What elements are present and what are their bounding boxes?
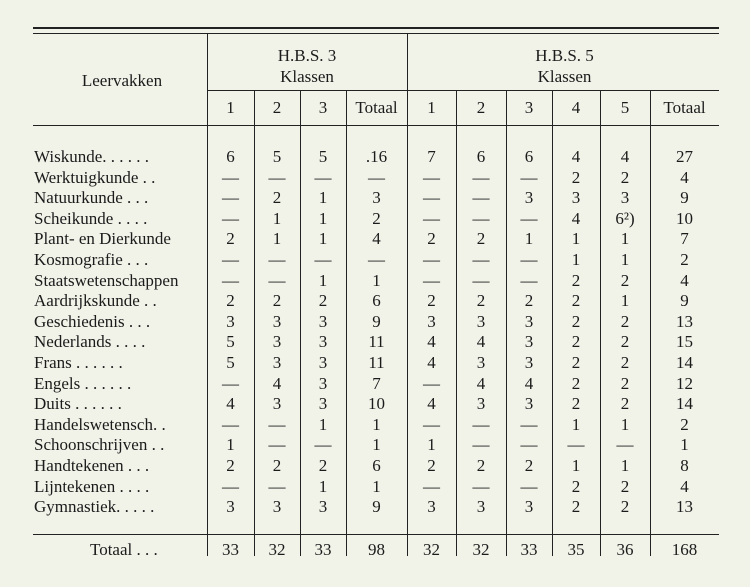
table-cell: 4 bbox=[680, 271, 689, 290]
table-cell: 6 bbox=[524, 147, 534, 166]
table-cell: — bbox=[222, 168, 239, 187]
table-cell: 1 bbox=[272, 209, 282, 228]
table-cell: 3 bbox=[272, 332, 282, 351]
table-cell: 1 bbox=[272, 229, 282, 248]
table-cell: 1 bbox=[372, 271, 381, 290]
table-cell: 2 bbox=[476, 229, 486, 248]
hbs3-header-subtitle: Klassen bbox=[280, 67, 334, 86]
table-cell: 1 bbox=[524, 229, 534, 248]
total-label: Totaal . . . bbox=[90, 540, 158, 559]
table-cell: — bbox=[472, 415, 490, 434]
table-cell: 27 bbox=[676, 147, 693, 166]
table-cell: — bbox=[314, 435, 332, 454]
table-cell: 1 bbox=[372, 435, 381, 454]
total-cell: 36 bbox=[616, 540, 634, 559]
table-cell: 1 bbox=[372, 477, 381, 496]
table-cell: — bbox=[268, 435, 286, 454]
table-cell: 3 bbox=[524, 353, 534, 372]
header-bottom-rule bbox=[33, 125, 719, 126]
table-cell: 3 bbox=[620, 188, 630, 207]
table-cell: 1 bbox=[571, 415, 581, 434]
table-cell: 4 bbox=[427, 332, 436, 351]
table-cell: 4 bbox=[372, 229, 381, 248]
row-subject: Handtekenen . . . bbox=[34, 456, 150, 475]
table-cell: — bbox=[472, 250, 490, 269]
row-subject: Werktuigkunde . . bbox=[34, 168, 156, 187]
table-cell: 2 bbox=[620, 312, 630, 331]
table-cell: 3 bbox=[476, 497, 486, 516]
group-header-underline bbox=[207, 90, 719, 91]
column-header: Totaal bbox=[663, 98, 706, 117]
hbs5-header-title: H.B.S. 5 bbox=[535, 46, 594, 65]
table-cell: 2 bbox=[272, 291, 282, 310]
table-cell: 2 bbox=[680, 250, 689, 269]
table-cell: 2 bbox=[620, 497, 630, 516]
table-cell: 9 bbox=[680, 188, 689, 207]
table-cell: 4 bbox=[427, 394, 436, 413]
table-cell: 2 bbox=[476, 291, 486, 310]
row-subject: Lijntekenen . . . . bbox=[34, 477, 150, 496]
table-cell: — bbox=[222, 188, 239, 207]
table-cell: 3 bbox=[226, 497, 235, 516]
table-cell: 1 bbox=[620, 291, 630, 310]
hbs5-header-subtitle: Klassen bbox=[537, 67, 592, 86]
table-cell: 2 bbox=[476, 456, 486, 475]
table-cell: — bbox=[268, 415, 286, 434]
table-cell: 1 bbox=[427, 435, 436, 454]
column-header: 2 bbox=[476, 98, 486, 117]
table-cell: 3 bbox=[524, 394, 534, 413]
table-cell: — bbox=[520, 209, 538, 228]
table-cell: — bbox=[222, 271, 239, 290]
row-subject: Aardrijkskunde . . bbox=[34, 291, 157, 310]
table-cell: — bbox=[423, 188, 440, 207]
total-rule bbox=[33, 534, 719, 535]
table-cell: 4 bbox=[476, 332, 486, 351]
table-cell: — bbox=[314, 250, 332, 269]
table-cell: — bbox=[472, 188, 490, 207]
table-cell: 1 bbox=[226, 435, 235, 454]
table-cell: 3 bbox=[318, 332, 328, 351]
table-cell: — bbox=[520, 415, 538, 434]
column-header: 3 bbox=[318, 98, 328, 117]
table-cell: 1 bbox=[571, 456, 581, 475]
table-cell: .16 bbox=[365, 147, 388, 166]
table-cell: 2 bbox=[318, 291, 328, 310]
table-cell: 1 bbox=[372, 415, 381, 434]
table-cell: 2 bbox=[226, 291, 235, 310]
row-subject: Wiskunde. . . . . . bbox=[34, 147, 149, 166]
total-cell: 32 bbox=[423, 540, 440, 559]
table-cell: — bbox=[520, 477, 538, 496]
table-cell: 1 bbox=[620, 250, 630, 269]
table-cell: 6 bbox=[226, 147, 235, 166]
table-cell: 2 bbox=[226, 229, 235, 248]
total-cell: 35 bbox=[567, 540, 585, 559]
table-cell: 5 bbox=[272, 147, 282, 166]
table-cell: 3 bbox=[571, 188, 581, 207]
table-cell: 3 bbox=[272, 312, 282, 331]
column-header: 5 bbox=[620, 98, 630, 117]
table-cell: 14 bbox=[676, 394, 693, 413]
row-subject: Schoonschrijven . . bbox=[34, 435, 165, 454]
table-cell: 2 bbox=[272, 188, 282, 207]
row-subject: Nederlands . . . . bbox=[34, 332, 146, 351]
table-cell: 2 bbox=[620, 374, 630, 393]
table-cell: — bbox=[368, 168, 385, 187]
table-cell: 5 bbox=[226, 332, 235, 351]
table-cell: — bbox=[314, 168, 332, 187]
column-header: 1 bbox=[226, 98, 235, 117]
table-cell: 2 bbox=[427, 456, 436, 475]
table-cell: — bbox=[472, 435, 490, 454]
table-cell: 4 bbox=[571, 147, 581, 166]
table-cell: 4 bbox=[680, 477, 689, 496]
table-cell: 10 bbox=[676, 209, 693, 228]
row-subject: Staatswetenschappen bbox=[34, 271, 179, 290]
column-header: Totaal bbox=[355, 98, 398, 117]
table-cell: — bbox=[616, 435, 634, 454]
table-cell: 9 bbox=[680, 291, 689, 310]
table-cell: — bbox=[520, 250, 538, 269]
top-rule bbox=[33, 27, 719, 29]
table-cell: 4 bbox=[680, 168, 689, 187]
table-cell: 2 bbox=[571, 312, 581, 331]
top-rule-thin bbox=[33, 33, 719, 34]
table-cell: 14 bbox=[676, 353, 693, 372]
table-cell: 11 bbox=[368, 332, 385, 351]
table-cell: 3 bbox=[427, 312, 436, 331]
table-cell: 9 bbox=[372, 497, 381, 516]
table-cell: 2 bbox=[571, 497, 581, 516]
table-cell: 2 bbox=[620, 353, 630, 372]
table-cell: 11 bbox=[368, 353, 385, 372]
table-cell: 1 bbox=[571, 250, 581, 269]
table-cell: 2 bbox=[372, 209, 381, 228]
table-cell: 5 bbox=[226, 353, 235, 372]
table-cell: 2 bbox=[571, 291, 581, 310]
table-cell: 2 bbox=[272, 456, 282, 475]
table-cell: — bbox=[222, 477, 239, 496]
table-cell: 6 bbox=[372, 291, 381, 310]
table-cell: 2 bbox=[571, 168, 581, 187]
table-cell: 1 bbox=[571, 229, 581, 248]
table-cell: 7 bbox=[680, 229, 689, 248]
table-cell: 2 bbox=[620, 168, 630, 187]
table-cell: 2 bbox=[620, 477, 630, 496]
table-cell: 4 bbox=[620, 147, 630, 166]
table-cell: 2 bbox=[427, 291, 436, 310]
table-cell: 1 bbox=[318, 209, 328, 228]
table-cell: 4 bbox=[226, 394, 235, 413]
table-cell: 3 bbox=[272, 394, 282, 413]
table-cell: 2 bbox=[524, 456, 534, 475]
table-cell: — bbox=[268, 271, 286, 290]
table-cell: 6 bbox=[372, 456, 381, 475]
table-cell: — bbox=[472, 271, 490, 290]
table-cell: 1 bbox=[318, 271, 328, 290]
table-cell: 3 bbox=[524, 497, 534, 516]
table-cell: — bbox=[268, 250, 286, 269]
table-cell: 1 bbox=[680, 435, 689, 454]
table-cell: 2 bbox=[571, 332, 581, 351]
table-cell: — bbox=[368, 250, 385, 269]
total-cell: 98 bbox=[368, 540, 385, 559]
row-subject: Plant- en Dierkunde bbox=[34, 229, 171, 248]
table-cell: — bbox=[472, 168, 490, 187]
table-cell: 4 bbox=[524, 374, 534, 393]
table-cell: 2 bbox=[571, 394, 581, 413]
row-subject: Handelswetensch. . bbox=[34, 415, 166, 434]
table-cell: — bbox=[423, 374, 440, 393]
table-cell: 1 bbox=[620, 415, 630, 434]
row-subject: Geschiedenis . . . bbox=[34, 312, 151, 331]
table-cell: — bbox=[423, 271, 440, 290]
table-cell: 2 bbox=[680, 415, 689, 434]
table-cell: — bbox=[520, 168, 538, 187]
table-cell: 3 bbox=[318, 394, 328, 413]
total-cell: 33 bbox=[314, 540, 332, 559]
row-subject: Gymnastiek. . . . . bbox=[34, 497, 155, 516]
table-cell: 3 bbox=[318, 497, 328, 516]
table-cell: 3 bbox=[372, 188, 381, 207]
table-cell: 2 bbox=[620, 271, 630, 290]
row-subject: Engels . . . . . . bbox=[34, 374, 132, 393]
table-cell: — bbox=[567, 435, 585, 454]
table-cell: — bbox=[520, 271, 538, 290]
table-cell: 12 bbox=[676, 374, 693, 393]
table-cell: 3 bbox=[272, 497, 282, 516]
row-subject: Scheikunde . . . . bbox=[34, 209, 148, 228]
table-cell: — bbox=[472, 209, 490, 228]
table-cell: 2 bbox=[620, 394, 630, 413]
table-cell: 13 bbox=[676, 312, 693, 331]
column-header: 4 bbox=[571, 98, 581, 117]
subject-column-header: Leervakken bbox=[81, 71, 163, 90]
table-cell: — bbox=[423, 415, 440, 434]
table-cell: 2 bbox=[524, 291, 534, 310]
table-cell: 1 bbox=[620, 229, 630, 248]
table-cell: 4 bbox=[272, 374, 282, 393]
column-header: 1 bbox=[427, 98, 436, 117]
table-cell: 3 bbox=[524, 312, 534, 331]
table-cell: 3 bbox=[524, 188, 534, 207]
column-header: 2 bbox=[272, 98, 282, 117]
table-cell: 6²) bbox=[615, 209, 635, 228]
table-cell: — bbox=[222, 374, 239, 393]
table-cell: — bbox=[268, 168, 286, 187]
table-cell: 6 bbox=[476, 147, 486, 166]
total-cell: 168 bbox=[671, 540, 698, 559]
row-subject: Kosmografie . . . bbox=[34, 250, 149, 269]
table-cell: 4 bbox=[571, 209, 581, 228]
table-cell: 10 bbox=[368, 394, 385, 413]
table-cell: 3 bbox=[427, 497, 436, 516]
table-cell: 2 bbox=[571, 477, 581, 496]
table-cell: — bbox=[268, 477, 286, 496]
table-cell: 5 bbox=[318, 147, 328, 166]
table-cell: 2 bbox=[571, 353, 581, 372]
total-cell: 32 bbox=[268, 540, 286, 559]
table-cell: 3 bbox=[476, 353, 486, 372]
table-cell: — bbox=[222, 209, 239, 228]
table-cell: 1 bbox=[318, 188, 328, 207]
table-cell: 15 bbox=[676, 332, 693, 351]
table-cell: 2 bbox=[620, 332, 630, 351]
table-cell: 3 bbox=[318, 353, 328, 372]
table-cell: — bbox=[423, 209, 440, 228]
table-cell: 2 bbox=[571, 374, 581, 393]
table-cell: 2 bbox=[226, 456, 235, 475]
table-cell: 4 bbox=[476, 374, 486, 393]
row-subject: Frans . . . . . . bbox=[34, 353, 123, 372]
table-cell: 3 bbox=[226, 312, 235, 331]
table-cell: 3 bbox=[476, 394, 486, 413]
table-cell: 8 bbox=[680, 456, 689, 475]
table-cell: 3 bbox=[524, 332, 534, 351]
table-cell: 7 bbox=[372, 374, 381, 393]
row-subject: Natuurkunde . . . bbox=[34, 188, 149, 207]
total-cell: 33 bbox=[520, 540, 538, 559]
hbs3-header-title: H.B.S. 3 bbox=[277, 46, 337, 65]
table-cell: 3 bbox=[318, 374, 328, 393]
table-cell: 7 bbox=[427, 147, 436, 166]
table-cell: 3 bbox=[272, 353, 282, 372]
table-cell: — bbox=[423, 477, 440, 496]
table-cell: — bbox=[423, 250, 440, 269]
table-cell: — bbox=[222, 250, 239, 269]
table-cell: 3 bbox=[476, 312, 486, 331]
table-cell: 1 bbox=[620, 456, 630, 475]
table-cell: 2 bbox=[571, 271, 581, 290]
table-cell: 3 bbox=[318, 312, 328, 331]
table-cell: 1 bbox=[318, 477, 328, 496]
table-cell: 13 bbox=[676, 497, 693, 516]
table-cell: 2 bbox=[318, 456, 328, 475]
table-cell: — bbox=[520, 435, 538, 454]
row-subject: Duits . . . . . . bbox=[34, 394, 122, 413]
table-cell: — bbox=[222, 415, 239, 434]
table-cell: — bbox=[472, 477, 490, 496]
table-cell: 2 bbox=[427, 229, 436, 248]
total-cell: 32 bbox=[472, 540, 490, 559]
column-header: 3 bbox=[524, 98, 534, 117]
total-cell: 33 bbox=[222, 540, 239, 559]
table-cell: 4 bbox=[427, 353, 436, 372]
table-cell: — bbox=[423, 168, 440, 187]
table-cell: 1 bbox=[318, 415, 328, 434]
table-cell: 9 bbox=[372, 312, 381, 331]
table-cell: 1 bbox=[318, 229, 328, 248]
